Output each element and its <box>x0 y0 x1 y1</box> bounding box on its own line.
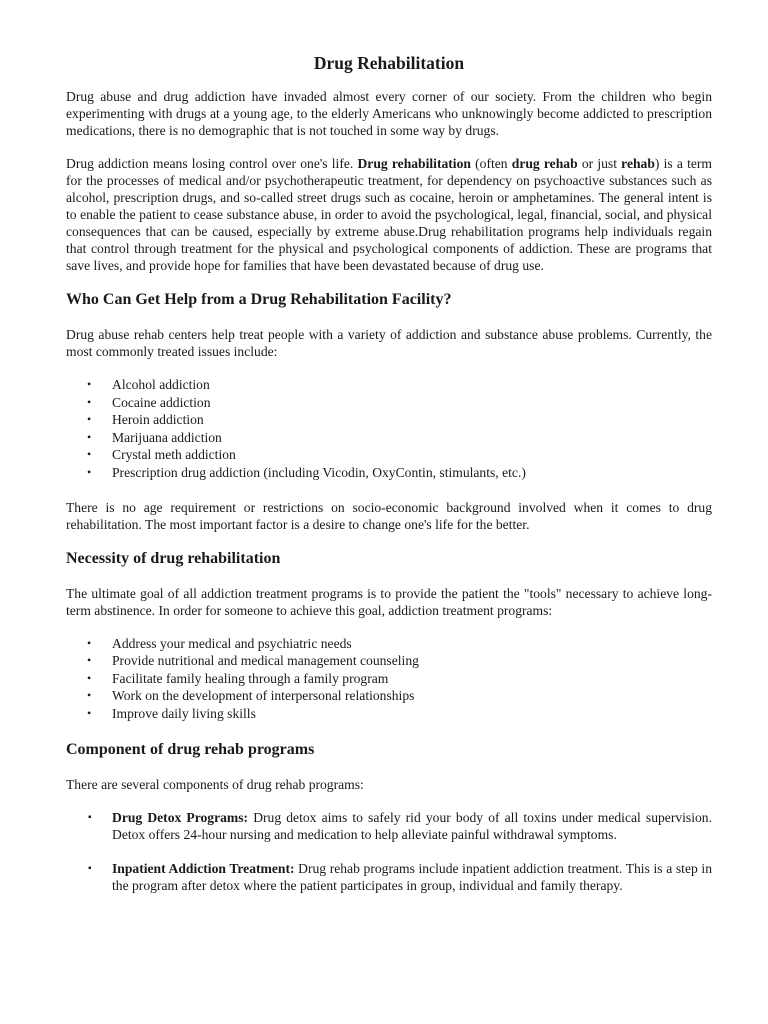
list-item: • Provide nutritional and medical management counseling <box>87 653 419 669</box>
section-paragraph: Drug abuse rehab centers help treat people with a variety of addiction and substance abuse problems. Currently, the most commonly treated issues include: <box>66 327 712 359</box>
item-label: Inpatient Addiction Treatment: <box>112 860 295 876</box>
definition-text: ) is a term for the processes of medical and/or psychotherapeutic treatment, for dependency on psychoactive substances such as alcohol, prescription drugs, and so-called street drugs such as cocaine, heroin or amphetamines. The general intent is to enable the patient to cease substance abuse, in order to avoid the psychological, legal, financial, social, and physical consequences that can be caused, especially by extreme abuse.Drug rehabilitation programs help individuals regain that control through treatment for the physical and psychological components of addiction. These are programs that save lives, and provide hope for families that have been devastated because of drug use. <box>66 156 712 273</box>
section-heading-necessity: Necessity of drug rehabilitation <box>66 549 281 567</box>
list-item: • Cocaine addiction <box>87 394 211 410</box>
item-text: Drug detox aims to safely rid your body of all toxins under medical supervision. Detox offers 24-hour nursing and medication to help alleviate painful withdrawal symptoms. <box>112 809 712 842</box>
bullet-icon: • <box>87 464 92 479</box>
item-label: Drug Detox Programs: <box>112 809 249 825</box>
section-heading-who-can-get-help: Who Can Get Help from a Drug Rehabilitation Facility? <box>66 291 452 308</box>
bullet-icon: • <box>87 377 92 391</box>
section-paragraph: There are several components of drug rehab programs: <box>66 776 364 792</box>
section-after-paragraph: There is no age requirement or restrictions on socio-economic background involved when it comes to drug rehabilitation. The most important factor is a desire to change one's life for the better. <box>66 499 712 532</box>
item-text: Drug rehab programs include inpatient addiction treatment. This is a step in the program after detox where the patient participates in group, individual and family therapy. <box>112 860 712 893</box>
list-item-detox <box>66 809 712 843</box>
bold-term-drug-rehabilitation: Drug rehabilitation <box>357 156 471 171</box>
list-item-inpatient <box>66 860 712 894</box>
components-list <box>66 809 712 894</box>
section-heading-components: Component of drug rehab programs <box>66 740 315 758</box>
bullet-icon: • <box>87 447 92 462</box>
list-item: • Crystal meth addiction <box>87 447 236 463</box>
program-goals-list <box>66 635 712 723</box>
bullet-icon: • <box>87 635 92 650</box>
definition-text: (often <box>470 156 512 171</box>
bullet-icon: • <box>87 429 92 444</box>
square-bullet-icon: ▪ <box>88 811 92 823</box>
bold-term-rehab: rehab <box>621 156 655 171</box>
square-bullet-icon: ▪ <box>88 862 92 874</box>
intro-paragraph: Drug abuse and drug addiction have invaded almost every corner of our society. From the children who begin experimenting with drugs at a young age, to the elderly Americans who unknowingly become addicted to prescription medications, there is no demographic that is not touched in some way by drugs. <box>66 89 712 138</box>
bullet-icon: • <box>87 653 92 668</box>
definition-text: or just <box>577 156 622 171</box>
list-item: • Marijuana addiction <box>87 429 222 445</box>
definition-paragraph <box>66 155 712 274</box>
list-item: • Address your medical and psychiatric needs <box>87 635 352 651</box>
bullet-icon: • <box>87 705 92 720</box>
page-title: Drug Rehabilitation <box>313 53 465 73</box>
list-item: • Prescription drug addiction (including Vicodin, OxyContin, stimulants, etc.) <box>87 464 526 480</box>
bullet-icon: • <box>87 688 92 703</box>
list-item: • Improve daily living skills <box>87 705 256 721</box>
list-item: • Heroin addiction <box>87 412 204 428</box>
bullet-icon: • <box>87 394 92 409</box>
list-item: • Work on the development of interpersonal relationships <box>87 688 415 704</box>
treated-issues-list <box>66 376 712 482</box>
bullet-icon: • <box>87 412 92 427</box>
list-item: • Facilitate family healing through a family program <box>87 670 389 686</box>
section-paragraph: The ultimate goal of all addiction treatment programs is to provide the patient the "tools" necessary to achieve long-term abstinence. In order for someone to achieve this goal, addiction treatment programs: <box>66 585 712 618</box>
definition-text: Drug addiction means losing control over one's life. <box>66 156 358 171</box>
bold-term-drug-rehab: drug rehab <box>511 156 578 171</box>
bullet-icon: • <box>87 670 92 685</box>
list-item: • Alcohol addiction <box>87 377 210 392</box>
document-page <box>66 52 712 911</box>
